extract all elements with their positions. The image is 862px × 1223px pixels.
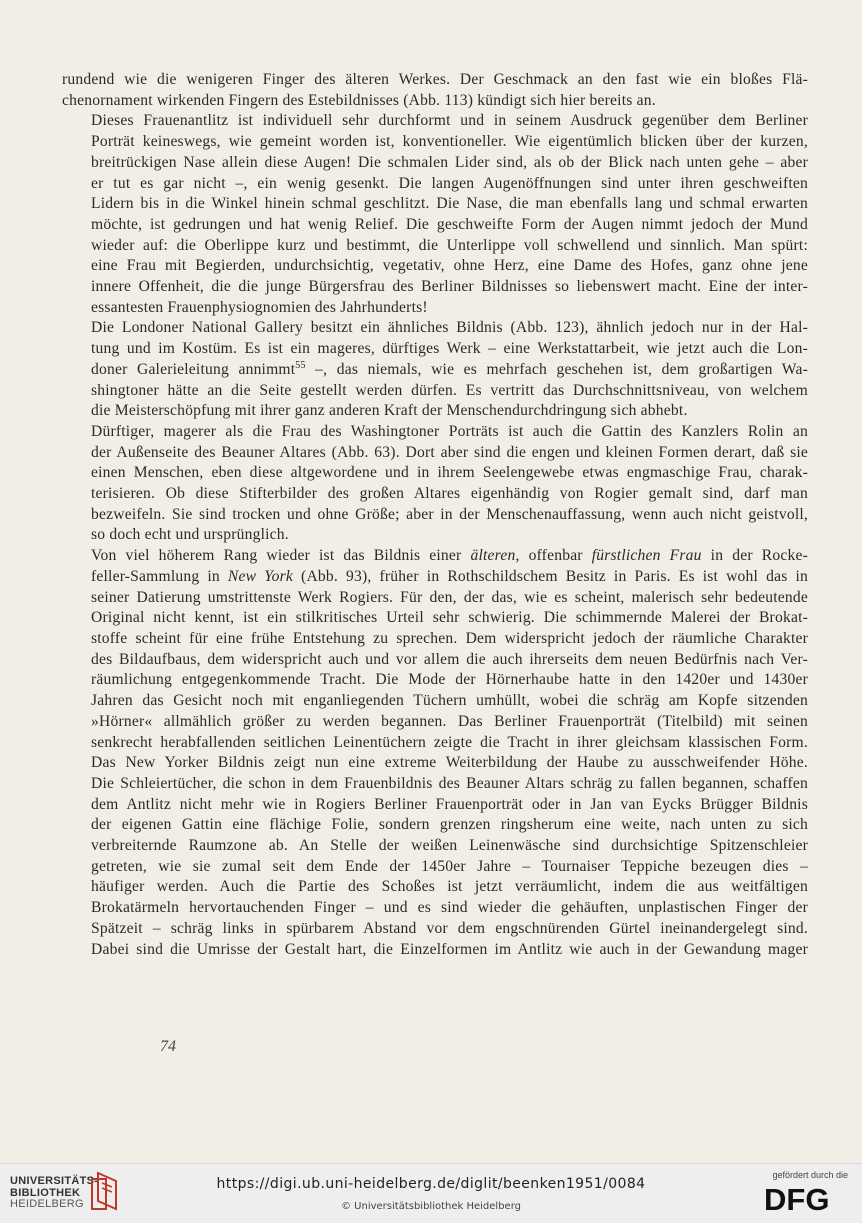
text-line: des Bildaufbaus, dem widerspricht auch und vor allem die auch ihrerseits dem neuen Bedürfnis nach Ver- (91, 650, 808, 668)
page-url-link[interactable]: https://digi.ub.uni-heidelberg.de/diglit/beenken1951/0084 (216, 1176, 646, 1192)
text-line: terisieren. Ob diese Stifterbilder des großen Altares eigenhändig von Rogier gemalt sind, darf man (91, 485, 808, 503)
text-line: der Außenseite des Beauner Altares (Abb. 63). Dort aber sind die engen und kleinen Formen derart, daß sie (91, 443, 808, 461)
text-line: stoffe scheint für eine frühe Entstehung zu sprechen. Dem widerspricht jedoch der räumliche Charakter (91, 629, 808, 647)
viewer-footer (0, 1163, 862, 1223)
text-line: innere Offenheit, die die junge Bürgersfrau des Berliner Bildnisses so liebenswert macht. Eine der inter- (91, 278, 808, 296)
text-line: doner Galerieleitung annimmt$^{55}$ –, das niemals, wie es mehrfach geschehen ist, dem großartigen Wa- (91, 359, 808, 378)
text-line: Die Schleiertücher, die schon in dem Frauenbildnis des Beauner Altars schräg zu fallen begannen, schaffen (91, 774, 808, 792)
text-line: möchte, ist gedrungen und hat wenig Relief. Die geschweifte Form der Augen nimmt jedoch der Mund (91, 215, 808, 233)
page-number: 74 (160, 1038, 176, 1055)
paragraph (62, 111, 808, 318)
text-line: Das New Yorker Bildnis zeigt nun eine extreme Weiterbildung der Haube zu ausschweifender Höhe. (91, 754, 808, 772)
paragraph (62, 318, 808, 422)
text-line: breitrückigen Nase allein diese Augen! Die schmalen Lider sind, als ob der Blick nach unten gehe – aber (91, 153, 808, 171)
text-line: verbreiternde Raumzone ab. An Stelle der weißen Leinenwäsche sind durchsichtige Spitzenschleier (91, 837, 808, 855)
text-line: Von viel höherem Rang wieder ist das Bildnis einer älteren, offenbar fürstlichen Frau in der Rocke- (91, 547, 808, 565)
dfg-logo-icon[interactable] (764, 1182, 850, 1214)
library-name-line1: UNIVERSITÄTS- (10, 1175, 99, 1187)
text-line: Lidern bis in die Winkel hinein schmal geschlitzt. Die Nase, die man ebenfalls lang und schmal erwarten (91, 195, 808, 213)
text-line: chenornament wirkenden Fingern des Estebildnisses (Abb. 113) kündigt sich hier bereits an. (62, 91, 656, 109)
text-line: Jahren das Gesicht noch mit enganliegenden Tüchern umhüllt, wobei die schräg am Kopfe sitzenden (91, 692, 808, 710)
paragraph (62, 546, 808, 960)
text-line: essantesten Frauenphysiognomien des Jahrhunderts! (91, 298, 428, 316)
text-line: einen Menschen, eben diese altgewordene und in ihrem Seelengewebe etwas engmaschige Frau, charak- (91, 464, 808, 482)
text-line: seiner Datierung umstrittenste Werk Rogiers. Für den, der das, wie es scheint, malerisch sehr bedeutende (91, 588, 808, 606)
dfg-logo-text: DFG (764, 1182, 830, 1214)
text-line: Dabei sind die Umrisse der Gestalt hart, die Einzelformen im Antlitz wie auch in der Gewandung mager (91, 940, 808, 958)
copyright-notice: © Universitätsbibliothek Heidelberg (340, 1201, 521, 1212)
text-line: bezweifeln. Sie sind trocken und ohne Größe; aber in der Menschenauffassung, wenn auch nicht geistvoll, (91, 505, 808, 523)
text-line: senkrecht herabfallenden seitlichen Leinentüchern zeigte die Tracht in ihrer gleichsam klassischen Form. (91, 733, 808, 751)
text-line: tung und im Kostüm. Es ist ein mageres, dürftiges Werk – eine Werkstattarbeit, wie jetzt auch die Lon- (91, 340, 808, 358)
body-text (62, 70, 808, 960)
text-line: Brokatärmeln hervortauchenden Finger – und es sind wieder die gehäuften, unplastischen Finger der (91, 899, 808, 917)
text-line: Spätzeit – schräg links in spürbarem Abstand vor dem engschnürenden Gürtel ineinandergelegt sind. (91, 919, 808, 937)
text-line: Dieses Frauenantlitz ist individuell sehr durchformt und in seinem Ausdruck gegenüber dem Berliner (91, 112, 808, 130)
text-line: feller-Sammlung in New York (Abb. 93), früher in Rothschildschem Besitz in Paris. Es ist wohl das in (91, 567, 808, 585)
text-line: wieder auf: die Oberlippe kurz und bestimmt, die Unterlippe voll schwellend und sinnlich. Man spürt: (91, 236, 808, 254)
text-line: Original nicht kennt, ist ein stilkritisches Urteil sehr schwierig. Die schimmernde Malerei der Brokat- (91, 609, 808, 627)
text-line: der eigenen Gattin eine flächige Folie, sondern grenzen ringsherum eine weite, nach unten zu sich (91, 816, 808, 834)
funding-label: gefördert durch die (772, 1170, 848, 1180)
text-line: eine Frau mit Begierden, undurchsichtig, vegetativ, ohne Herz, eine Dame des Hofes, ganz ohne jene (91, 257, 808, 275)
text-line: dem Antlitz nicht mehr wie in Rogiers Berliner Frauenporträt oder in Jan van Eycks Brügger Bildnis (91, 795, 808, 813)
text-line: shingtoner hätte an die Seite gestellt werden dürfen. Es vertritt das Durchschnittsniveau, von welchem (91, 381, 808, 399)
library-name-line2: BIBLIOTHEK (10, 1186, 81, 1199)
paragraph (62, 422, 808, 546)
text-line: rundend wie die wenigeren Finger des älteren Werkes. Der Geschmack an den fast wie ein bloßes Flä- (62, 71, 808, 88)
paragraph (62, 70, 808, 111)
text-line: »Hörner« allmählich größer zu werden begannen. Das Berliner Frauenporträt (Titelbild) mit seinen (91, 712, 808, 730)
library-name-line3: HEIDELBERG (10, 1198, 84, 1210)
text-line: getreten, wie sie zumal seit dem Ende der 1450er Jahre – Tournaiser Teppiche bezeugen dies – (91, 857, 808, 875)
text-line: Dürftiger, magerer als die Frau des Washingtoner Porträts ist auch die Gattin des Kanzlers Rolin an (91, 422, 808, 440)
text-line: häufiger werden. Auch die Partie des Schoßes ist jetzt verräumlicht, indem die aus weitfältigen (91, 878, 808, 896)
text-line: er tut es gar nicht –, ein wenig gesenkt. Die langen Augenöffnungen sind unter ihren geschweiften (91, 174, 808, 192)
text-line: räumlichung entgegenkommende Tracht. Die Mode der Hörnerhaube hatte in den 1420er und 1430er (91, 671, 808, 689)
text-line: Porträt keineswegs, wie gemeint worden ist, konventioneller. Wie eigentümlich blicken über der kurzen, (91, 133, 808, 151)
text-line: Die Londoner National Gallery besitzt ein ähnliches Bildnis (Abb. 123), ähnlich jedoch nur in der Hal- (91, 319, 808, 337)
text-line: so doch echt und ursprünglich. (91, 526, 289, 544)
text-line: die Meisterschöpfung mit ihrer ganz anderen Kraft der Menschendurchdringung sich abhebt. (91, 402, 688, 420)
